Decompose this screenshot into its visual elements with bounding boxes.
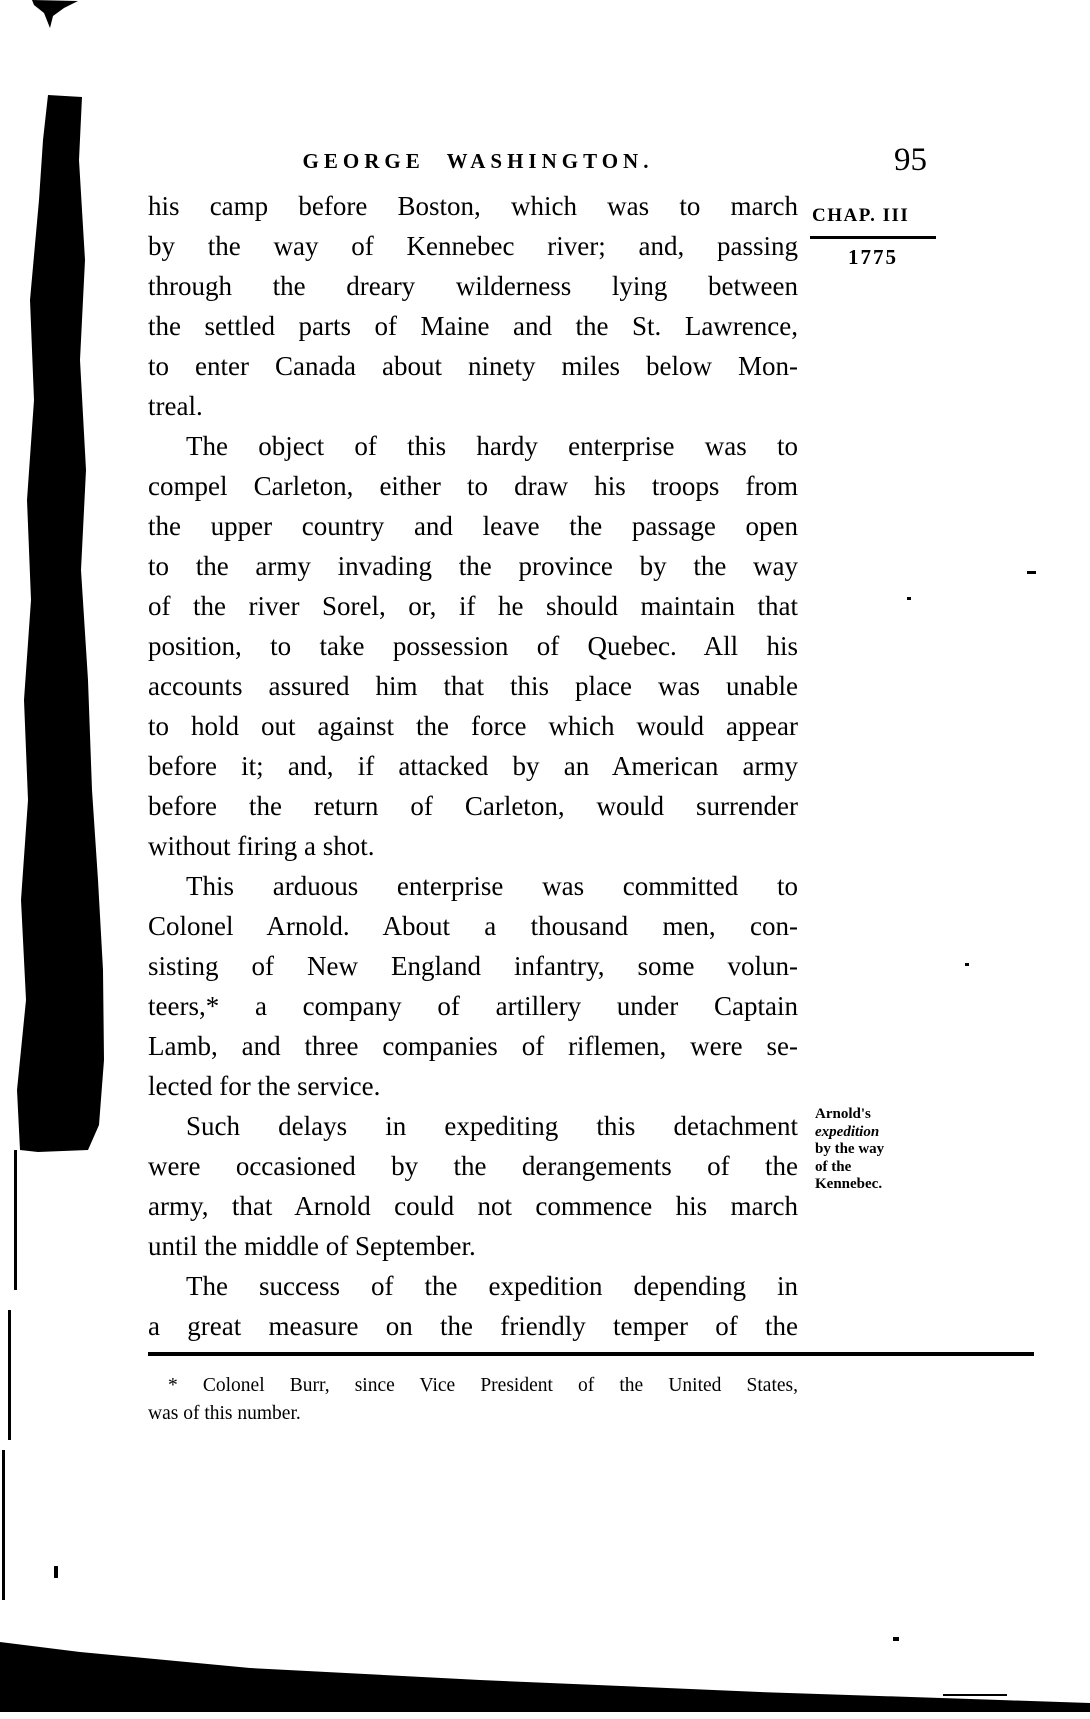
text-line: Such delays in expediting this detachment bbox=[186, 1111, 798, 1141]
text-line: Lamb, and three companies of riflemen, were se- bbox=[148, 1031, 798, 1061]
text-line: army, that Arnold could not commence his march bbox=[148, 1191, 798, 1221]
text-line: the settled parts of Maine and the St. Lawrence, bbox=[148, 311, 798, 341]
text-line: through the dreary wilderness lying between bbox=[148, 271, 798, 301]
top-arrow-artifact bbox=[32, 0, 78, 28]
footnote-line: was of this number. bbox=[148, 1403, 301, 1424]
text-line: sisting of New England infantry, some volun- bbox=[148, 951, 798, 981]
side-note bbox=[815, 1106, 949, 1194]
paragraph bbox=[148, 426, 798, 866]
page-number: 95 bbox=[894, 142, 927, 178]
speck-artifact bbox=[1027, 571, 1036, 574]
chapter-label: CHAP. III bbox=[812, 205, 910, 226]
footnote bbox=[148, 1372, 798, 1428]
text-line: Colonel Arnold. About a thousand men, con- bbox=[148, 911, 798, 941]
left-line-artifact bbox=[14, 1150, 17, 1290]
text-line: lected for the service. bbox=[148, 1071, 381, 1101]
speck-artifact bbox=[943, 1694, 1007, 1696]
text-line: treal. bbox=[148, 391, 203, 421]
text-line: without firing a shot. bbox=[148, 831, 375, 861]
text-line: by the way of Kennebec river; and, passing bbox=[148, 231, 798, 261]
text-line: teers,* a company of artillery under Captain bbox=[148, 991, 798, 1021]
side-note-line: Arnold's bbox=[815, 1106, 871, 1122]
paragraph bbox=[148, 1266, 798, 1346]
bottom-wedge-artifact bbox=[0, 1642, 1090, 1712]
paragraph bbox=[148, 866, 798, 1106]
text-line: to enter Canada about ninety miles below Mon- bbox=[148, 351, 798, 381]
text-line: accounts assured him that this place was unable bbox=[148, 671, 798, 701]
text-line: The success of the expedition depending in bbox=[186, 1271, 798, 1301]
text-line: The object of this hardy enterprise was to bbox=[186, 431, 798, 461]
text-line: a great measure on the friendly temper of the bbox=[148, 1311, 798, 1341]
text-line: to the army invading the province by the way bbox=[148, 551, 798, 581]
running-header: GEORGE WASHINGTON. bbox=[302, 149, 654, 173]
paragraph bbox=[148, 186, 798, 426]
text-line: his camp before Boston, which was to march bbox=[148, 191, 798, 221]
text-line: until the middle of September. bbox=[148, 1231, 476, 1261]
text-line: to hold out against the force which would appear bbox=[148, 711, 798, 741]
speck-artifact bbox=[893, 1637, 899, 1641]
footnote-rule bbox=[148, 1352, 1034, 1356]
year-label: 1775 bbox=[848, 245, 898, 269]
text-line: compel Carleton, either to draw his troops from bbox=[148, 471, 798, 501]
speck-artifact bbox=[907, 597, 911, 600]
text-line: before it; and, if attacked by an American army bbox=[148, 751, 798, 781]
footnote-line: * Colonel Burr, since Vice President of the United States, bbox=[168, 1375, 798, 1396]
side-note-line: of the bbox=[815, 1158, 852, 1175]
text-line: This arduous enterprise was committed to bbox=[186, 871, 798, 901]
text-line: position, to take possession of Quebec. All his bbox=[148, 631, 798, 661]
margin-rule bbox=[810, 236, 936, 239]
speck-artifact bbox=[965, 963, 969, 966]
text-line: of the river Sorel, or, if he should maintain that bbox=[148, 591, 798, 621]
side-note-line: by the way bbox=[815, 1141, 885, 1158]
left-bar-artifact bbox=[17, 95, 104, 1152]
side-note-line: Kennebec. bbox=[815, 1176, 883, 1193]
side-note-line: expedition bbox=[815, 1123, 880, 1140]
text-line: were occasioned by the derangements of the bbox=[148, 1151, 798, 1181]
paragraph bbox=[148, 1106, 798, 1266]
body-text bbox=[148, 186, 798, 1346]
left-line-artifact bbox=[2, 1450, 5, 1600]
left-line-artifact bbox=[8, 1310, 11, 1440]
speck-artifact bbox=[54, 1566, 58, 1578]
text-line: before the return of Carleton, would surrender bbox=[148, 791, 798, 821]
text-line: the upper country and leave the passage open bbox=[148, 511, 798, 541]
